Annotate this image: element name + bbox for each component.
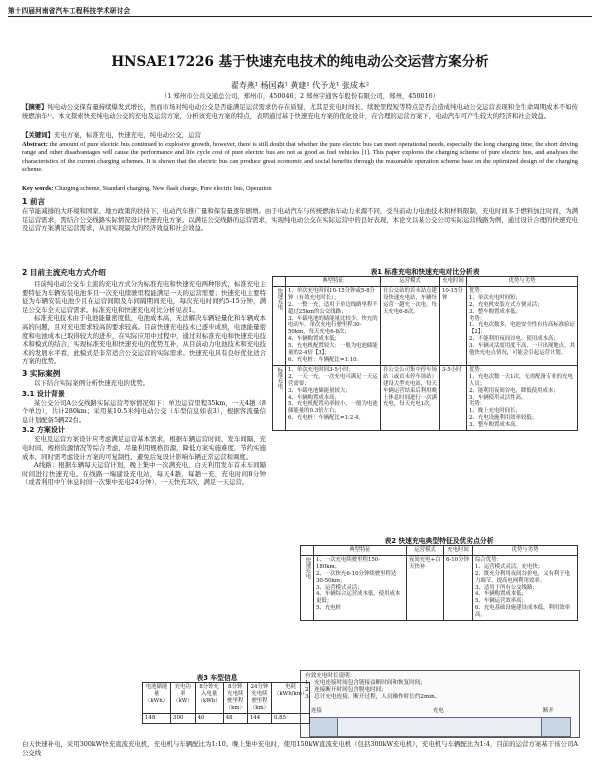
- section-3-heading: 3 实际案例: [22, 368, 61, 378]
- running-header: 第十四届河南省汽车工程科技学术研讨会: [8, 7, 131, 15]
- charging-time-figure: [300, 670, 580, 738]
- affiliation: （1 郑州市公共交通总公司，郑州市，450046；2 郑州宇通客车股份有限公司，郑州，450016）: [160, 92, 440, 100]
- table-3-header-cell: 8分钟充电续驶里程（km）: [223, 683, 247, 714]
- table-1: [272, 276, 578, 431]
- table-1-cell: 优势： 1、单次充电时间短； 2、充电机安装方式方便灵活； 3、整车购置成本低。 劣势： 1、充电次数多，电池安全性有待高标准验证【2】； 2、不能利用夜间谷电，使用成本高； 3、车辆灵活度用度不高，一旦出现地点，其他快充电点情况，可能会引起运营计划。: [467, 286, 578, 365]
- abstract-en-text: the amount of pure electric bus continued to explosive growth, however, there is still doubt that whether the pure electric bus can meet operational needs, especially the long charging time, the short driving range and other disadvantages will cause the performance and life cycle cost of pure electric bus are not as good as fuel vehicles [1]. This paper explores the charging scheme of pure electric bus, and analyses the characteristics of the current charging schemes. It is shown that the electric bus can produce great economic and social benefits through the reasonable operation scheme base on the optimized design of the charging scheme.: [22, 141, 578, 173]
- subsection-3-2-text: 充电及运营方案设计应考虑满足运营基本需求，根据车辆运营时间、发车间隔、充电时间、规格资源情况等综合考虑，尽量利用规格资源，降低方案实施难度，节约实施成本，同时需考虑设计方案的可复制性，避免后复设计影响车辆正常运营和调度。: [22, 435, 266, 461]
- keywords-cn-text: 充电方案，标准充电，快速充电，纯电动公交，运营: [53, 131, 201, 139]
- table-3-cell: 48: [223, 713, 247, 723]
- table-1-cell: 1、单次充电时间3-5小时； 2、一天一充，一次充电可满足一天运营需要； 3、车载电池储能量较大； 4、车辆购置成本高； 5、充电机配置功率较小，一般为电池储能量的0.3倍左右； 6、充电桩：车辆配比=1:2-4。: [286, 365, 381, 430]
- table-2-header-row: [301, 546, 578, 556]
- table-3: [142, 682, 310, 724]
- abstract-cn-text: 纯电动公交保有量持续爆发式增长，然而市场对纯电动公交是否能满足运营需求仍存在质疑，尤其是充电时间长、续驶里程短等特点是否会造成纯电动公交运营表现和全生命周期成本不如传统燃油车¹⁾。本文探索快充纯电动公交的充电及运营方案，分析该充电方案的特点，表明通过基于快速充电方案的优化设计，在合理的运营方案下，电动汽车可产生较大的经济和社会效益。: [22, 103, 579, 120]
- table-1-cell: 3-5小时: [440, 365, 467, 430]
- disconnect-segment: [541, 717, 571, 737]
- subsection-3-1-text: 某公交公司A公交线路实际运营考察情况如下：单边运营里程35km，一天4趟（8个单边），共计280km；采用某10.5米纯电动公交（车型信息如表3），根据客流量信息计划配备5辆22台。: [22, 398, 266, 424]
- table-2-header-cell: 典型特征: [314, 546, 407, 556]
- figure-note: 2、连接断开时间包含脱电时间；: [305, 687, 387, 693]
- table-1-header-cell: 充电时间: [440, 277, 467, 287]
- table-3-header-cell: 24分钟充电续驶里程（km）: [247, 683, 271, 714]
- charge-label: 充电: [433, 708, 444, 714]
- table-3-header-cell: 8分钟充入电量（kWh）: [195, 683, 223, 714]
- keywords-cn: [22, 131, 578, 140]
- table-1-cell: 10-15分钟: [440, 286, 467, 365]
- table-3-cell: 148: [143, 713, 171, 723]
- section-2-para-1: 目前纯电动公交车主流的充电方式分为标准充电和快速充电两种形式，标准充电主要特征为车辆安装电池多且一次充电续驶里程能满足一天的运营需要；快速充电主要特征为车辆安装电池少且在运营间隙及车间隔期间充电，每次充电时间约5-15分钟，满足公交车全天运营需求。标准充电和快速充电对比分析见表1。: [22, 280, 266, 314]
- keywords-en-label: Key words:: [22, 185, 54, 192]
- figure-timeline: [309, 705, 571, 735]
- bottom-paragraph: 白天快速补电，采用300kW快充直流充电机，充电机与车辆配比为1:10。晚上集中充电时，使用150kW直流充电机（包括300kW充电机），充电机与车辆配比为1:4，目前的运营方案基于该公司A公交线: [22, 740, 578, 757]
- table-2: [300, 545, 578, 621]
- table-2-caption: 表2 快速充电典型特征及优劣点分析: [384, 537, 494, 545]
- paper-title: HNSAE17226 基于快速充电技术的纯电动公交运营方案分析: [111, 54, 489, 70]
- table-3-caption: 表3 车型信息: [196, 674, 238, 682]
- table-1-cell: 1、单次充电时间10-15分钟或5-8分钟（有效充电时长）； 2、一整一充，适用于单边线路里程不超过25km的公交线路； 3、车载电池的储能量比较少，快充的电动车，单次充电行驶里程30-50km，每天充电6-8次； 4、车辆购置成本低； 5、充电机配置较大：一般为电池储能量的2-4倍【3】； 6、充电桩：车辆配比=1:10。: [286, 286, 381, 365]
- subsection-3-2-heading: 3.2 方案设计: [22, 426, 65, 435]
- table-2-cell: 综合优势： 1、运营模式灵活，充电快； 2、既充分利用夜间谷价电，又有利于电力调节，提高电网利用效率； 3、适用于所有公交线路； 4、车辆购置成本低； 5、车辆运营效率高； 6、充电基础设施建设成本低，利用效率高。: [473, 555, 578, 620]
- table-3-header-cell: 电池储能量（kWh）: [143, 683, 171, 714]
- header-rule: [8, 16, 592, 17]
- author-list: 翟寿燕¹ 杨国森¹ 黄建¹ 代予龙¹ 张成本²: [230, 81, 370, 90]
- abstract-cn: [22, 103, 578, 120]
- table-2-header-cell: 充电时间: [444, 546, 473, 556]
- table-3-cell: 144: [247, 713, 271, 723]
- section-3-intro: 以下结合实际案例分析快速充电的优势。: [34, 378, 150, 387]
- connect-label: 连接: [311, 708, 322, 714]
- table-1-cell: 优势： 1、充电次数一天1次，无需配备专业的充电人员； 2、能利用夜间谷电，降低使用成本； 3、车辆使用灵活性高。 劣势： 1、晚上充电时间长； 2、充电设施利用效率较低； 3、整车购置成本高。: [467, 365, 578, 430]
- subsection-3-1-heading: 3.1 设计背景: [22, 389, 65, 398]
- table-2-group-cell: 快速充电: [301, 555, 314, 620]
- section-2-heading: 2 目前主流充电方式介绍: [22, 268, 106, 277]
- table-1-header-cell: 优势与劣势: [467, 277, 578, 287]
- section-2-para-2: 标准充电技术由于电池能量密度低，电池成本高，无法解决车辆轻量化和车辆成本高的问题，且对充电需求较高的要求较高。目前快速充电技术已逐步成熟，电池能量密度和电池成本已取得较大的进步，在实际应用中过程中，通过对标准充电和快速充电技术和模式的结合，实现标准充电和快速充电的优势互补，从目前动力电池技术和充电技术的发展水平看，此模式是非常适合公交运营的实际需求。快速充电具有良好优化适合方案的优势。: [22, 314, 266, 366]
- table-2-header-group: [301, 546, 314, 556]
- table-3-header-cell: 充电功率（kW）: [171, 683, 196, 714]
- figure-title: 有效充电时长说明：: [305, 673, 356, 679]
- table-1-row: [273, 286, 578, 365]
- abstract-cn-label: 【摘要】: [22, 103, 48, 111]
- table-1-cell: 在公交公司集中停车场站（或首末停车场站）建设大型充电站，每天车辆运营结束后利用晚上休息时间进行一次满充电，每天充电1次。: [381, 365, 440, 430]
- table-1-caption: 表1 标准充电和快速充电对比分析表: [370, 268, 480, 276]
- table-2-header-cell: 优势与劣势: [473, 546, 578, 556]
- table-1-header-row: [273, 277, 578, 287]
- table-3-row: [143, 713, 310, 723]
- table-3-cell: 0.85: [272, 713, 310, 723]
- keywords-en: [22, 185, 578, 194]
- table-3-cell: 40: [195, 713, 223, 723]
- table-2-cell: 6-10分钟: [444, 555, 473, 620]
- disconnect-label: 断开: [543, 708, 554, 714]
- table-2-cell: 夜间充电+白天快补: [407, 555, 444, 620]
- abstract-en-label: Abstract:: [22, 141, 48, 148]
- section-1-heading: 1 前言: [22, 197, 46, 206]
- figure-note: 1、充电连接时间包含链接益断时间和恢复时间；: [305, 680, 427, 686]
- table-1-row: [273, 365, 578, 430]
- table-2-cell: 1、一次充电续驶里程150-180km； 2、一次快充6-10分钟续驶里程达30-50km； 3、运营模式灵活； 4、车辆综合运营成本低，使用成本更低； 5、充电桩: [314, 555, 407, 620]
- figure-note: 3、总计充电连接、断开过程，人员操作时长约2min。: [305, 694, 441, 700]
- figure-notes: [305, 673, 440, 701]
- charge-segment: [337, 717, 543, 737]
- table-1-header-cell: 运营模式: [381, 277, 440, 287]
- left-column: [22, 267, 266, 487]
- table-1-cell: 在公交站的首末站点建设快速充电站，车辆每运营一趟充一次电，每天充电6-8次。: [381, 286, 440, 365]
- connect-segment: [309, 717, 339, 737]
- table-3-header-row: [143, 683, 310, 714]
- table-3-header-cell: 电耗（kWh/km）: [272, 683, 310, 714]
- line-a-text: A线路：根据车辆每天运营计划，晚上集中一次满充电，白天利用发车首末车间隔时间进行快速充电。在线路一端建设充电站，每天4趟，每趟一充，充电时间8分钟（或者利用中午休息时间一次集中充电24分钟），一天快充3次，满足一天运营。: [22, 461, 266, 487]
- table-1-header-cell: 典型特征: [286, 277, 381, 287]
- section-1-text: 在节能减排的大环境和国家、地方政策的扶持下，电动汽车推广量和保有量逐年剧增。由于电动汽车与传统燃油车动力来源不同，受当前动力电池技术和材料限制，充电时间多于燃料加注时间，为满足运营需求，需结合公交线路实际情况设计快速充电方案。以满足公交线路的运营需求，实现纯电动公交在实际运营中的良好表现，本论文以某公交公司实际运营线路为例，通过设计合理的快速充电及运营方案满足运营需求，从而实现最大的经济效益和社会效益。: [22, 207, 578, 233]
- abstract-en: [22, 141, 578, 174]
- keywords-cn-label: 【关键词】: [22, 131, 54, 139]
- table-1-group-cell: 标准充电: [273, 365, 286, 430]
- table-3-cell: 300: [171, 713, 196, 723]
- table-2-header-cell: 运营模式: [407, 546, 444, 556]
- table-1-group-cell: 快速充电: [273, 286, 286, 365]
- table-2-row: [301, 555, 578, 620]
- keywords-en-text: Charging scheme, Standard charging, New flash charge, Pure electric bus, Operation: [55, 185, 272, 192]
- table-1-header-group: [273, 277, 286, 287]
